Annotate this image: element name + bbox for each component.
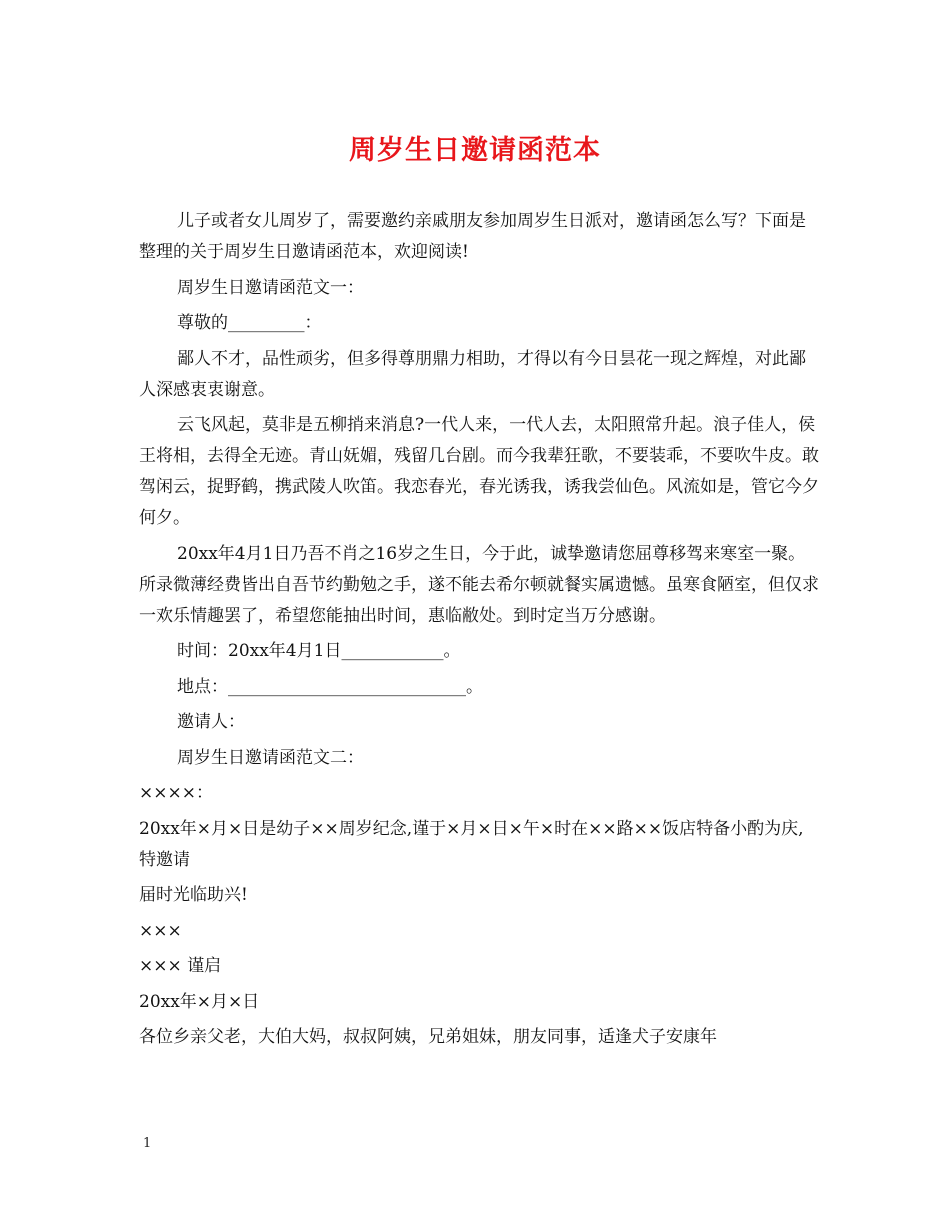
document-body [139,206,819,1058]
section-heading-two: 周岁生日邀请函范文二： [177,747,364,768]
signature-sign: ××× 谨启 [139,956,222,976]
place-line: 地点：____________________________。 [177,676,483,697]
section-heading-one: 周岁生日邀请函范文一： [177,277,364,298]
signature-name: ××× [139,920,182,941]
salutation: 尊敬的_________： [177,313,322,333]
document-title: 周岁生日邀请函范本 [349,135,601,166]
signature-date: 20xx年×月×日 [139,991,260,1012]
time-line: 时间：20xx年4月1日____________。 [177,641,461,661]
paragraph-truncated: 各位乡亲父老，大伯大妈，叔叔阿姨，兄弟姐妹，朋友同事，适逢犬子安康年 [139,1027,717,1047]
closing-line: 届时光临助兴! [139,885,248,905]
paragraph: 云飞风起，莫非是五柳捎来消息?一代人来，一代人去，太阳照常升起。浪子佳人，侯王将相，去得全无迹。青山妩媚，残留几台剧。而今我辈狂歌，不要装乖，不要吹牛皮。敢驾闲云，捉野鹤，携武陵人吹笛。我恋春光，春光诱我，诱我尝仙色。风流如是，管它今夕何夕。 [139,415,819,528]
paragraph: 鄙人不才，品性顽劣，但多得尊朋鼎力相助，才得以有今日昙花一现之辉煌，对此鄙人深感衷衷谢意。 [139,348,806,400]
invitation-body: 20xx年×月×日是幼子××周岁纪念,谨于×月×日×午×时在××路××饭店特备小酌为庆,特邀请 [139,818,804,870]
inviter-line: 邀请人： [177,712,245,732]
page-number: 1 [143,1136,152,1151]
paragraph: 20xx年4月1日乃吾不肖之16岁之生日，今于此，诚挚邀请您屈尊移驾来寒室一聚。所录微薄经费皆出自吾节约勤勉之手，遂不能去希尔顿就餐实属遗憾。虽寒食陋室，但仅求一欢乐情趣罢了，希望您能抽出时间，惠临敝处。到时定当万分感谢。 [139,543,819,626]
paragraph-intro: 儿子或者女儿周岁了，需要邀约亲戚朋友参加周岁生日派对，邀请函怎么写？下面是整理的关于周岁生日邀请函范本，欢迎阅读! [139,211,806,262]
recipient-line: ××××： [139,783,213,803]
